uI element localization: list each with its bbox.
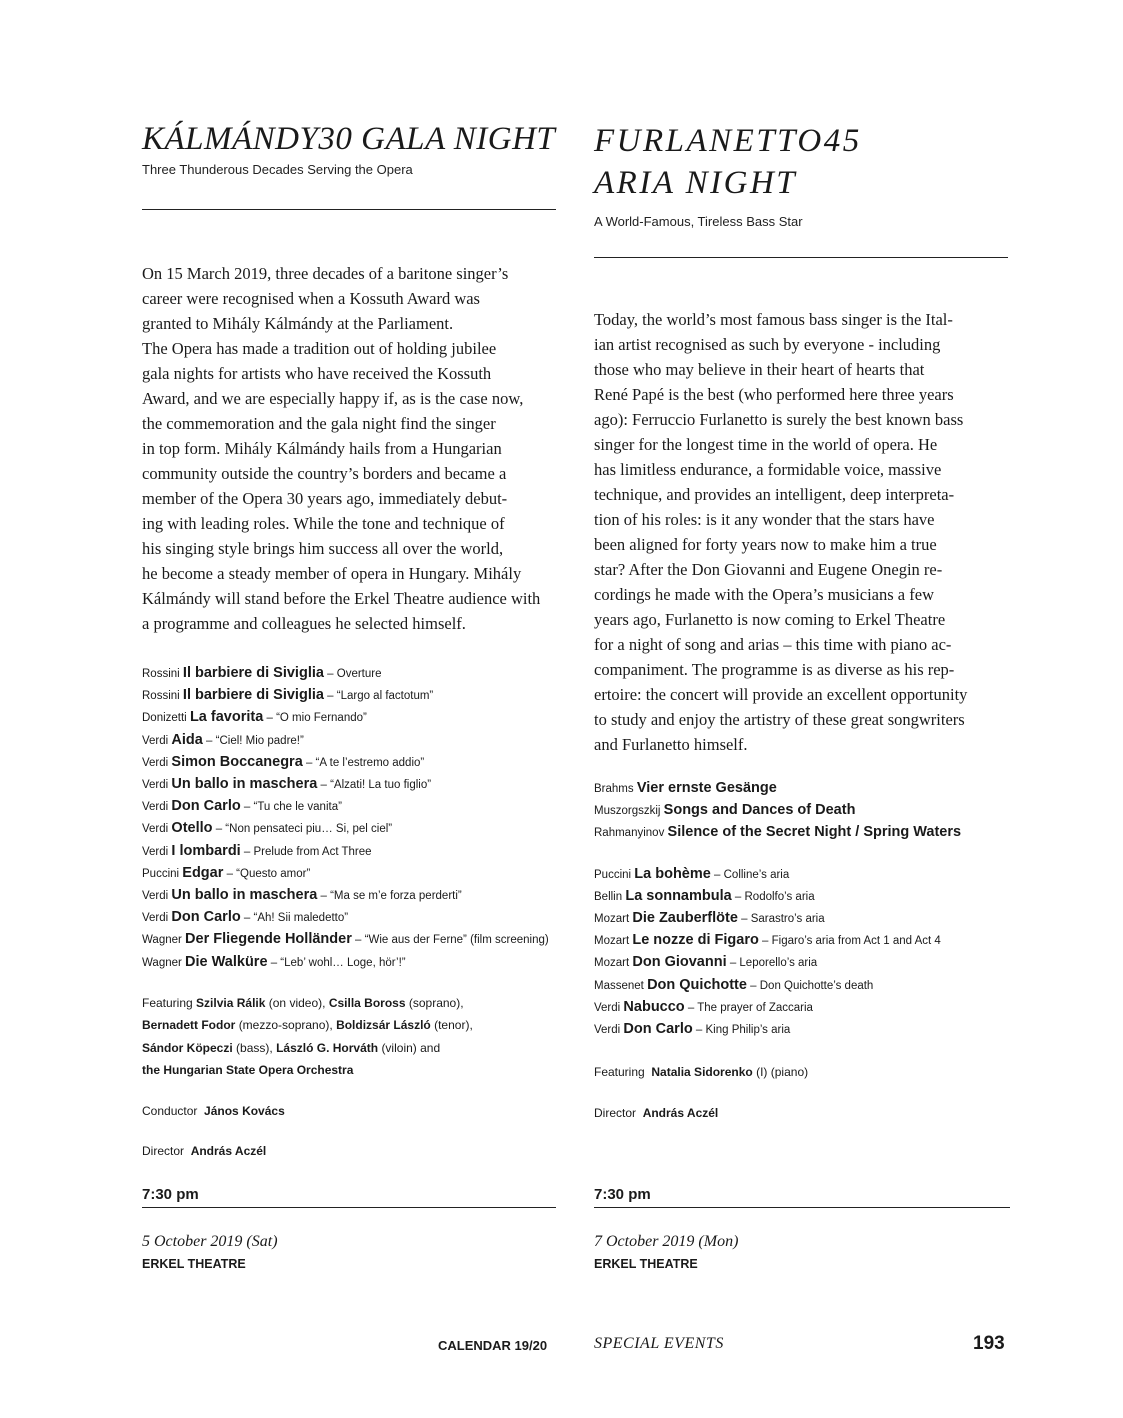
composer: Verdi: [142, 756, 169, 769]
programme-item: [142, 796, 556, 818]
composer: Verdi: [594, 1001, 621, 1014]
programme-item: [594, 997, 1008, 1019]
work-title: Otello: [171, 820, 213, 837]
featuring-label: Featuring: [142, 995, 193, 1010]
description-line: a programme and colleagues he selected himself.: [142, 614, 466, 633]
director-line: [594, 1102, 1008, 1125]
work-title: Le nozze di Figaro: [632, 932, 759, 949]
excerpt: – “Largo al factotum”: [327, 690, 434, 703]
excerpt: – Figaro’s aria from Act 1 and Act 4: [762, 935, 941, 948]
divider: [142, 1207, 556, 1208]
excerpt: – “Alzati! La tuo figlio”: [320, 779, 432, 792]
description-line: On 15 March 2019, three decades of a baritone singer’s: [142, 264, 509, 283]
description-line: his singing style brings him success all over the world,: [142, 539, 504, 558]
composer: Verdi: [142, 779, 169, 792]
programme-item: [142, 663, 556, 685]
composer: Mozart: [594, 935, 630, 948]
programme-item: [594, 952, 1008, 974]
composer: Bellin: [594, 890, 623, 903]
composer: Mozart: [594, 913, 630, 926]
description-line: Award, and we are especially happy if, as is the case now,: [142, 389, 524, 408]
conductor-label: Conductor: [142, 1103, 198, 1118]
programme-item: [142, 730, 556, 752]
description-line: years ago, Furlanetto is now coming to Erkel Theatre: [594, 610, 946, 629]
event-venue: ERKEL THEATRE: [594, 1257, 698, 1271]
programme-item: [142, 707, 556, 729]
excerpt: – “Ah! Sii maledetto”: [243, 912, 349, 925]
work-title: I lombardi: [171, 842, 241, 859]
description-line: to study and enjoy the artistry of these great songwriters: [594, 710, 965, 729]
composer: Wagner: [142, 956, 182, 969]
work-title: Don Giovanni: [632, 954, 727, 971]
programme-item: [594, 1019, 1008, 1041]
work-title: Vier ernste Gesänge: [636, 780, 777, 796]
composer: Verdi: [142, 845, 169, 858]
event-time: 7:30 pm: [594, 1186, 651, 1203]
director-label: Director: [142, 1144, 185, 1159]
work-title: Il barbiere di Siviglia: [182, 665, 324, 681]
event-title-line2: ARIA NIGHT: [594, 165, 798, 201]
excerpt: – “Wie aus der Ferne” (film screening): [355, 934, 549, 947]
composer: Verdi: [142, 801, 169, 814]
programme-item: [142, 818, 556, 840]
featuring-line: [594, 1061, 1008, 1084]
composer: Verdi: [142, 734, 169, 747]
event-date: 7 October 2019 (Mon): [594, 1233, 739, 1250]
director-name: András Aczél: [190, 1144, 267, 1159]
description-line: ago): Ferruccio Furlanetto is surely the best known bass: [594, 410, 964, 429]
programme-item: [142, 952, 556, 974]
work-title: Don Carlo: [171, 909, 241, 926]
programme-list: [594, 864, 1008, 1042]
event-schedule-left: [142, 1186, 556, 1271]
event-title: KÁLMÁNDY30 GALA NIGHT: [142, 121, 556, 157]
work-title: Silence of the Secret Night / Spring Waters: [667, 824, 962, 841]
programme-item: [594, 908, 1008, 930]
work-title: Die Walküre: [185, 953, 268, 970]
programme-item: [594, 778, 1008, 800]
description-line: singer for the longest time in the world of opera. He: [594, 435, 938, 454]
divider: [594, 257, 1008, 258]
excerpt: – Overture: [327, 668, 382, 680]
description-line: has limitless endurance, a formidable voice, massive: [594, 460, 942, 479]
work-title: Un ballo in maschera: [171, 776, 318, 793]
performer-role: (viloin) and: [381, 1040, 441, 1055]
description-line: the commemoration and the gala night find the singer: [142, 414, 496, 433]
conductor-line: [142, 1100, 556, 1123]
event-description: [594, 307, 1008, 757]
event-description: [142, 261, 556, 636]
description-line: René Papé is the best (who performed here three years: [594, 385, 954, 404]
work-title: Simon Boccanegra: [171, 753, 303, 770]
programme-item: [142, 929, 556, 951]
event-title-line1: FURLANETTO45: [594, 123, 862, 159]
programme-item: [594, 864, 1008, 886]
work-title: Der Fliegende Holländer: [185, 931, 352, 948]
excerpt: – Prelude from Act Three: [243, 845, 372, 858]
excerpt: – “Non pensateci piu… Si, pel ciel”: [215, 823, 393, 836]
description-line: Kálmándy will stand before the Erkel Theatre audience with: [142, 589, 541, 608]
work-title: La favorita: [189, 709, 264, 726]
programme-item: [142, 907, 556, 929]
composer: Wagner: [142, 934, 182, 947]
programme-item: [142, 863, 556, 885]
featuring-block: [142, 992, 556, 1082]
composer: Brahms: [594, 783, 634, 795]
description-line: been aligned for forty years now to make him a true: [594, 535, 937, 554]
description-line: community outside the country’s borders and became a: [142, 464, 507, 483]
excerpt: – The prayer of Zaccaria: [687, 1001, 813, 1014]
composer: Rahmanyinov: [594, 827, 665, 840]
performer-name: Bernadett Fodor: [142, 1018, 236, 1033]
page-number: 193: [973, 1333, 1005, 1354]
excerpt: – Colline’s aria: [714, 868, 790, 881]
programme-item: [142, 752, 556, 774]
description-line: and Furlanetto himself.: [594, 735, 748, 754]
programme-item: [142, 885, 556, 907]
work-title: Edgar: [182, 864, 224, 881]
description-line: Today, the world’s most famous bass singer is the Ital-: [594, 310, 953, 329]
work-title: Don Carlo: [623, 1021, 693, 1038]
excerpt: – “A te l’estremo addio”: [305, 756, 425, 769]
description-line: star? After the Don Giovanni and Eugene Onegin re-: [594, 560, 943, 579]
description-line: tion of his roles: is it any wonder that the stars have: [594, 510, 935, 529]
composer: Verdi: [594, 1024, 621, 1037]
director-line: [142, 1140, 556, 1163]
composer: Massenet: [594, 979, 644, 992]
composer: Puccini: [594, 868, 632, 881]
programme-item: [594, 800, 1008, 822]
excerpt: – King Philip’s aria: [695, 1024, 791, 1037]
description-line: ertoire: the concert will provide an excellent opportunity: [594, 685, 968, 704]
event-title: [594, 120, 1008, 204]
description-line: cordings he made with the Opera’s musicians a few: [594, 585, 934, 604]
performer-role: (tenor),: [434, 1018, 473, 1033]
programme-item: [594, 975, 1008, 997]
director-label: Director: [594, 1105, 637, 1120]
description-line: for a night of song and arias – this time with piano ac-: [594, 635, 952, 654]
excerpt: – “Ma se m’e forza perderti”: [320, 890, 462, 903]
performer-role: (soprano),: [408, 995, 464, 1010]
performer-role: (mezzo-soprano),: [238, 1018, 333, 1033]
event-furlanetto: [594, 120, 1008, 1124]
composer: Rossini: [142, 668, 180, 680]
performer-name: the Hungarian State Opera Orchestra: [142, 1063, 354, 1078]
description-line: he become a steady member of opera in Hungary. Mihály: [142, 564, 522, 583]
event-subtitle: A World-Famous, Tireless Bass Star: [594, 214, 803, 229]
excerpt: – Sarastro’s aria: [741, 913, 825, 926]
work-title: Aida: [171, 731, 203, 748]
event-date: 5 October 2019 (Sat): [142, 1233, 278, 1250]
composer: Mozart: [594, 957, 630, 970]
event-subtitle: Three Thunderous Decades Serving the Opera: [142, 162, 413, 177]
event-kalmandy: [142, 120, 556, 1163]
event-venue: ERKEL THEATRE: [142, 1257, 246, 1271]
work-title: Songs and Dances of Death: [663, 802, 856, 819]
programme-item: [142, 774, 556, 796]
performer-role: (on video),: [268, 995, 326, 1010]
event-schedule-right: [594, 1186, 1010, 1271]
event-time: 7:30 pm: [142, 1186, 199, 1203]
song-cycle-list: [594, 778, 1008, 845]
programme-list: [142, 663, 556, 974]
work-title: Un ballo in maschera: [171, 887, 318, 904]
performer-role: (bass),: [236, 1040, 273, 1055]
featuring-role: (I) (piano): [756, 1065, 809, 1080]
featuring-label: Featuring: [594, 1065, 645, 1080]
composer: Verdi: [142, 823, 169, 836]
description-line: gala nights for artists who have received the Kossuth: [142, 364, 492, 383]
excerpt: – “Leb’ wohl… Loge, hör’!”: [270, 956, 406, 969]
composer: Muszorgszkij: [594, 805, 661, 818]
composer: Verdi: [142, 912, 169, 925]
programme-item: [594, 930, 1008, 952]
excerpt: – Leporello’s aria: [729, 957, 818, 970]
excerpt: – Rodolfo’s aria: [734, 890, 815, 903]
work-title: Il barbiere di Siviglia: [182, 687, 324, 704]
performer-name: László G. Horváth: [276, 1040, 379, 1055]
excerpt: – “O mio Fernando”: [266, 712, 367, 725]
description-line: granted to Mihály Kálmándy at the Parliament.: [142, 314, 454, 333]
programme-item: [142, 685, 556, 707]
director-name: András Aczél: [642, 1105, 719, 1120]
composer: Donizetti: [142, 712, 187, 725]
programme-item: [142, 841, 556, 863]
composer: Rossini: [142, 690, 180, 703]
performer-name: Szilvia Rálik: [196, 995, 266, 1010]
work-title: Nabucco: [623, 998, 685, 1015]
featuring-name: Natalia Sidorenko: [651, 1065, 753, 1080]
description-line: those who may believe in their heart of hearts that: [594, 360, 925, 379]
conductor-name: János Kovács: [204, 1103, 285, 1118]
composer: Puccini: [142, 867, 180, 880]
programme-item: [594, 822, 1008, 844]
composer: Verdi: [142, 890, 169, 903]
performer-name: Boldizsár László: [336, 1018, 431, 1033]
work-title: La bohème: [634, 865, 711, 882]
work-title: Don Quichotte: [647, 976, 747, 993]
description-line: technique, and provides an intelligent, deep interpreta-: [594, 485, 955, 504]
description-line: ing with leading roles. While the tone and technique of: [142, 514, 505, 533]
work-title: La sonnambula: [625, 887, 732, 904]
work-title: Die Zauberflöte: [632, 910, 738, 927]
excerpt: – “Ciel! Mio padre!”: [206, 734, 304, 747]
description-line: in top form. Mihály Kálmándy hails from a Hungarian: [142, 439, 502, 458]
excerpt: – “Tu che le vanita”: [243, 801, 342, 814]
divider: [142, 209, 556, 210]
description-line: The Opera has made a tradition out of holding jubilee: [142, 339, 497, 358]
footer-section: SPECIAL EVENTS: [594, 1335, 724, 1352]
excerpt: – Don Quichotte’s death: [750, 979, 874, 992]
description-line: member of the Opera 30 years ago, immediately debut-: [142, 489, 508, 508]
description-line: companiment. The programme is as diverse as his rep-: [594, 660, 955, 679]
description-line: ian artist recognised as such by everyone - including: [594, 335, 941, 354]
work-title: Don Carlo: [171, 798, 241, 815]
excerpt: – “Questo amor”: [226, 867, 311, 880]
performer-name: Csilla Boross: [328, 995, 406, 1010]
footer-calendar: CALENDAR 19/20: [438, 1338, 548, 1353]
programme-item: [594, 886, 1008, 908]
performer-name: Sándor Köpeczi: [142, 1040, 233, 1055]
description-line: career were recognised when a Kossuth Award was: [142, 289, 480, 308]
divider: [594, 1207, 1010, 1208]
